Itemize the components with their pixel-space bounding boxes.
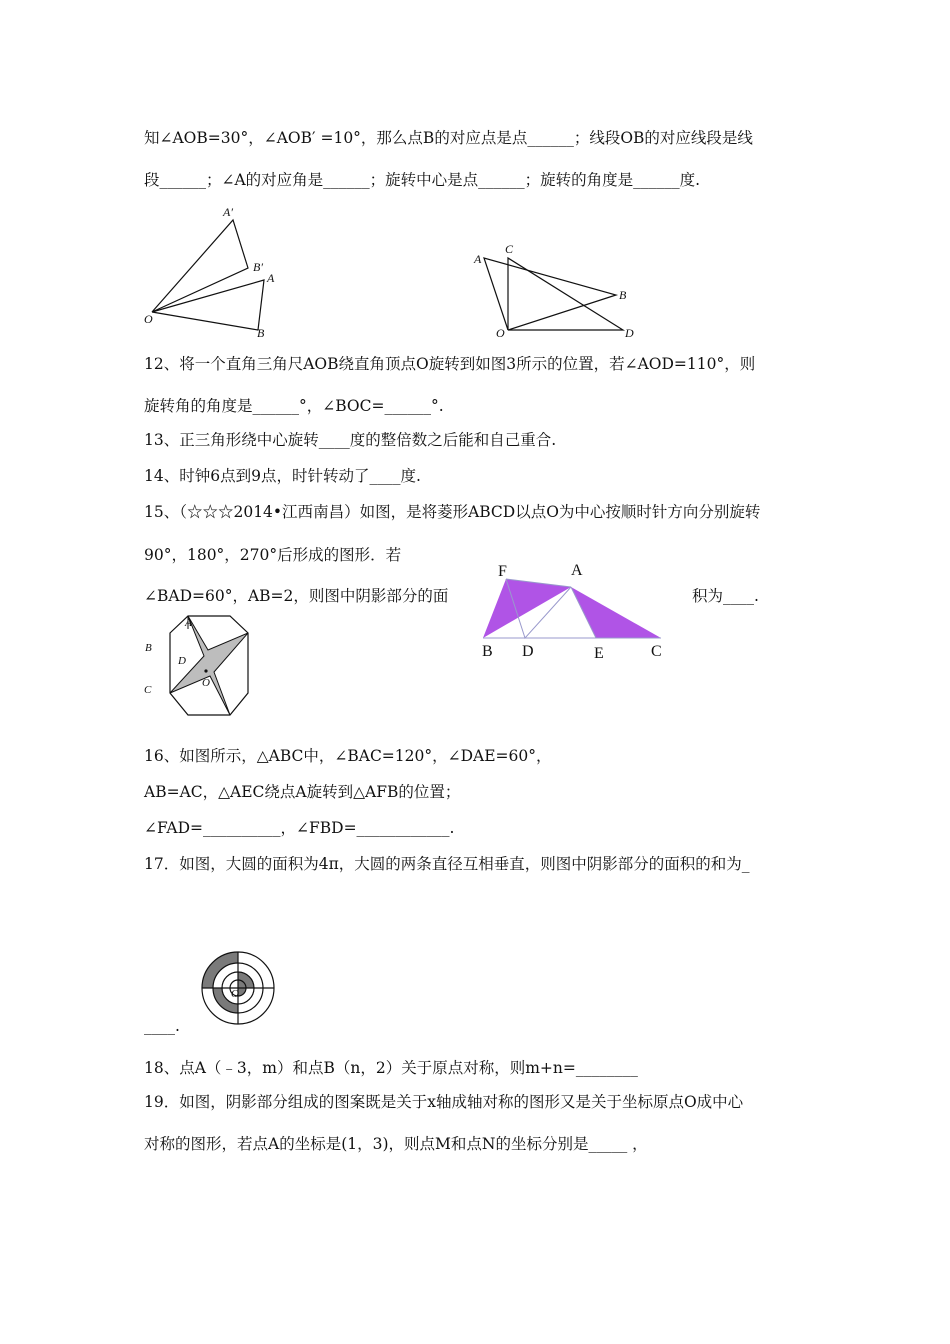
text-line-12: ∠FAD=__________，∠FBD=____________. [144, 819, 455, 837]
label-O: O [144, 312, 153, 326]
label-O: O [202, 677, 210, 689]
label-A: A [267, 271, 275, 285]
text-line-11: AB=AC，△AEC绕点A旋转到△AFB的位置； [144, 783, 461, 801]
text-line-14: ____. [144, 1017, 180, 1035]
rhombus-star-figure [140, 612, 285, 724]
text-line-8: 90°，180°，270°后形成的图形．若 [144, 546, 402, 564]
label-C: C [505, 242, 514, 256]
text-line-9b: 积为____. [692, 587, 759, 605]
label-D: D [625, 326, 634, 340]
label-D: D [178, 655, 186, 667]
text-line-9a: ∠BAD=60°，AB=2，则图中阴影部分的面 [144, 587, 449, 605]
text-line-2: 段______；∠A的对应角是______；旋转中心是点______；旋转的角度是______度. [144, 171, 701, 189]
label-D: D [522, 643, 534, 660]
label-C: C [651, 643, 662, 660]
label-A: A [474, 252, 482, 266]
label-O: O [231, 988, 239, 1000]
text-line-10: 16、如图所示，△ABC中，∠BAC=120°，∠DAE=60°， [144, 747, 552, 765]
label-E: E [594, 645, 604, 662]
text-line-4: 旋转角的角度是______°，∠BOC=______°. [144, 397, 444, 415]
label-B-prime: B′ [253, 260, 263, 274]
text-line-6: 14、时钟6点到9点，时针转动了____度. [144, 467, 421, 485]
text-line-7: 15、（☆☆☆2014•江西南昌）如图，是将菱形ABCD以点O为中心按顺时针方向分别旋转 [144, 503, 761, 521]
rotation-figure-1 [140, 200, 280, 340]
text-line-16: 19．如图，阴影部分组成的图案既是关于x轴成轴对称的图形又是关于坐标原点O成中心 [144, 1093, 744, 1111]
label-A-prime: A′ [223, 205, 233, 219]
text-line-17: 对称的图形，若点A的坐标是(1，3)，则点M和点N的坐标分别是_____ ， [144, 1135, 648, 1153]
text-line-5: 13、正三角形绕中心旋转____度的整倍数之后能和自己重合. [144, 431, 557, 449]
text-line-3: 12、将一个直角三角尺AOB绕直角顶点O旋转到如图3所示的位置，若∠AOD=110°，则 [144, 355, 756, 373]
text-line-15: 18、点A（﹣3，m）和点B（n，2）关于原点对称，则m+n=________ [144, 1059, 638, 1077]
rotation-figure-2 [468, 238, 648, 343]
concentric-circles-figure [200, 950, 280, 1026]
label-B: B [145, 642, 152, 654]
triangle-rotation-figure [478, 558, 708, 664]
text-line-13: 17．如图，大圆的面积为4π，大圆的两条直径互相垂直，则图中阴影部分的面积的和为_ [144, 855, 750, 873]
label-A: A [185, 617, 192, 629]
label-C: C [144, 684, 152, 696]
label-B: B [619, 288, 627, 302]
label-B: B [482, 643, 493, 660]
text-line-1: 知∠AOB=30°，∠AOB′ =10°，那么点B的对应点是点______；线段OB的对应线段是线 [144, 129, 753, 147]
label-O: O [496, 326, 505, 340]
label-A: A [571, 562, 583, 579]
label-F: F [498, 563, 507, 580]
label-B: B [257, 326, 265, 340]
